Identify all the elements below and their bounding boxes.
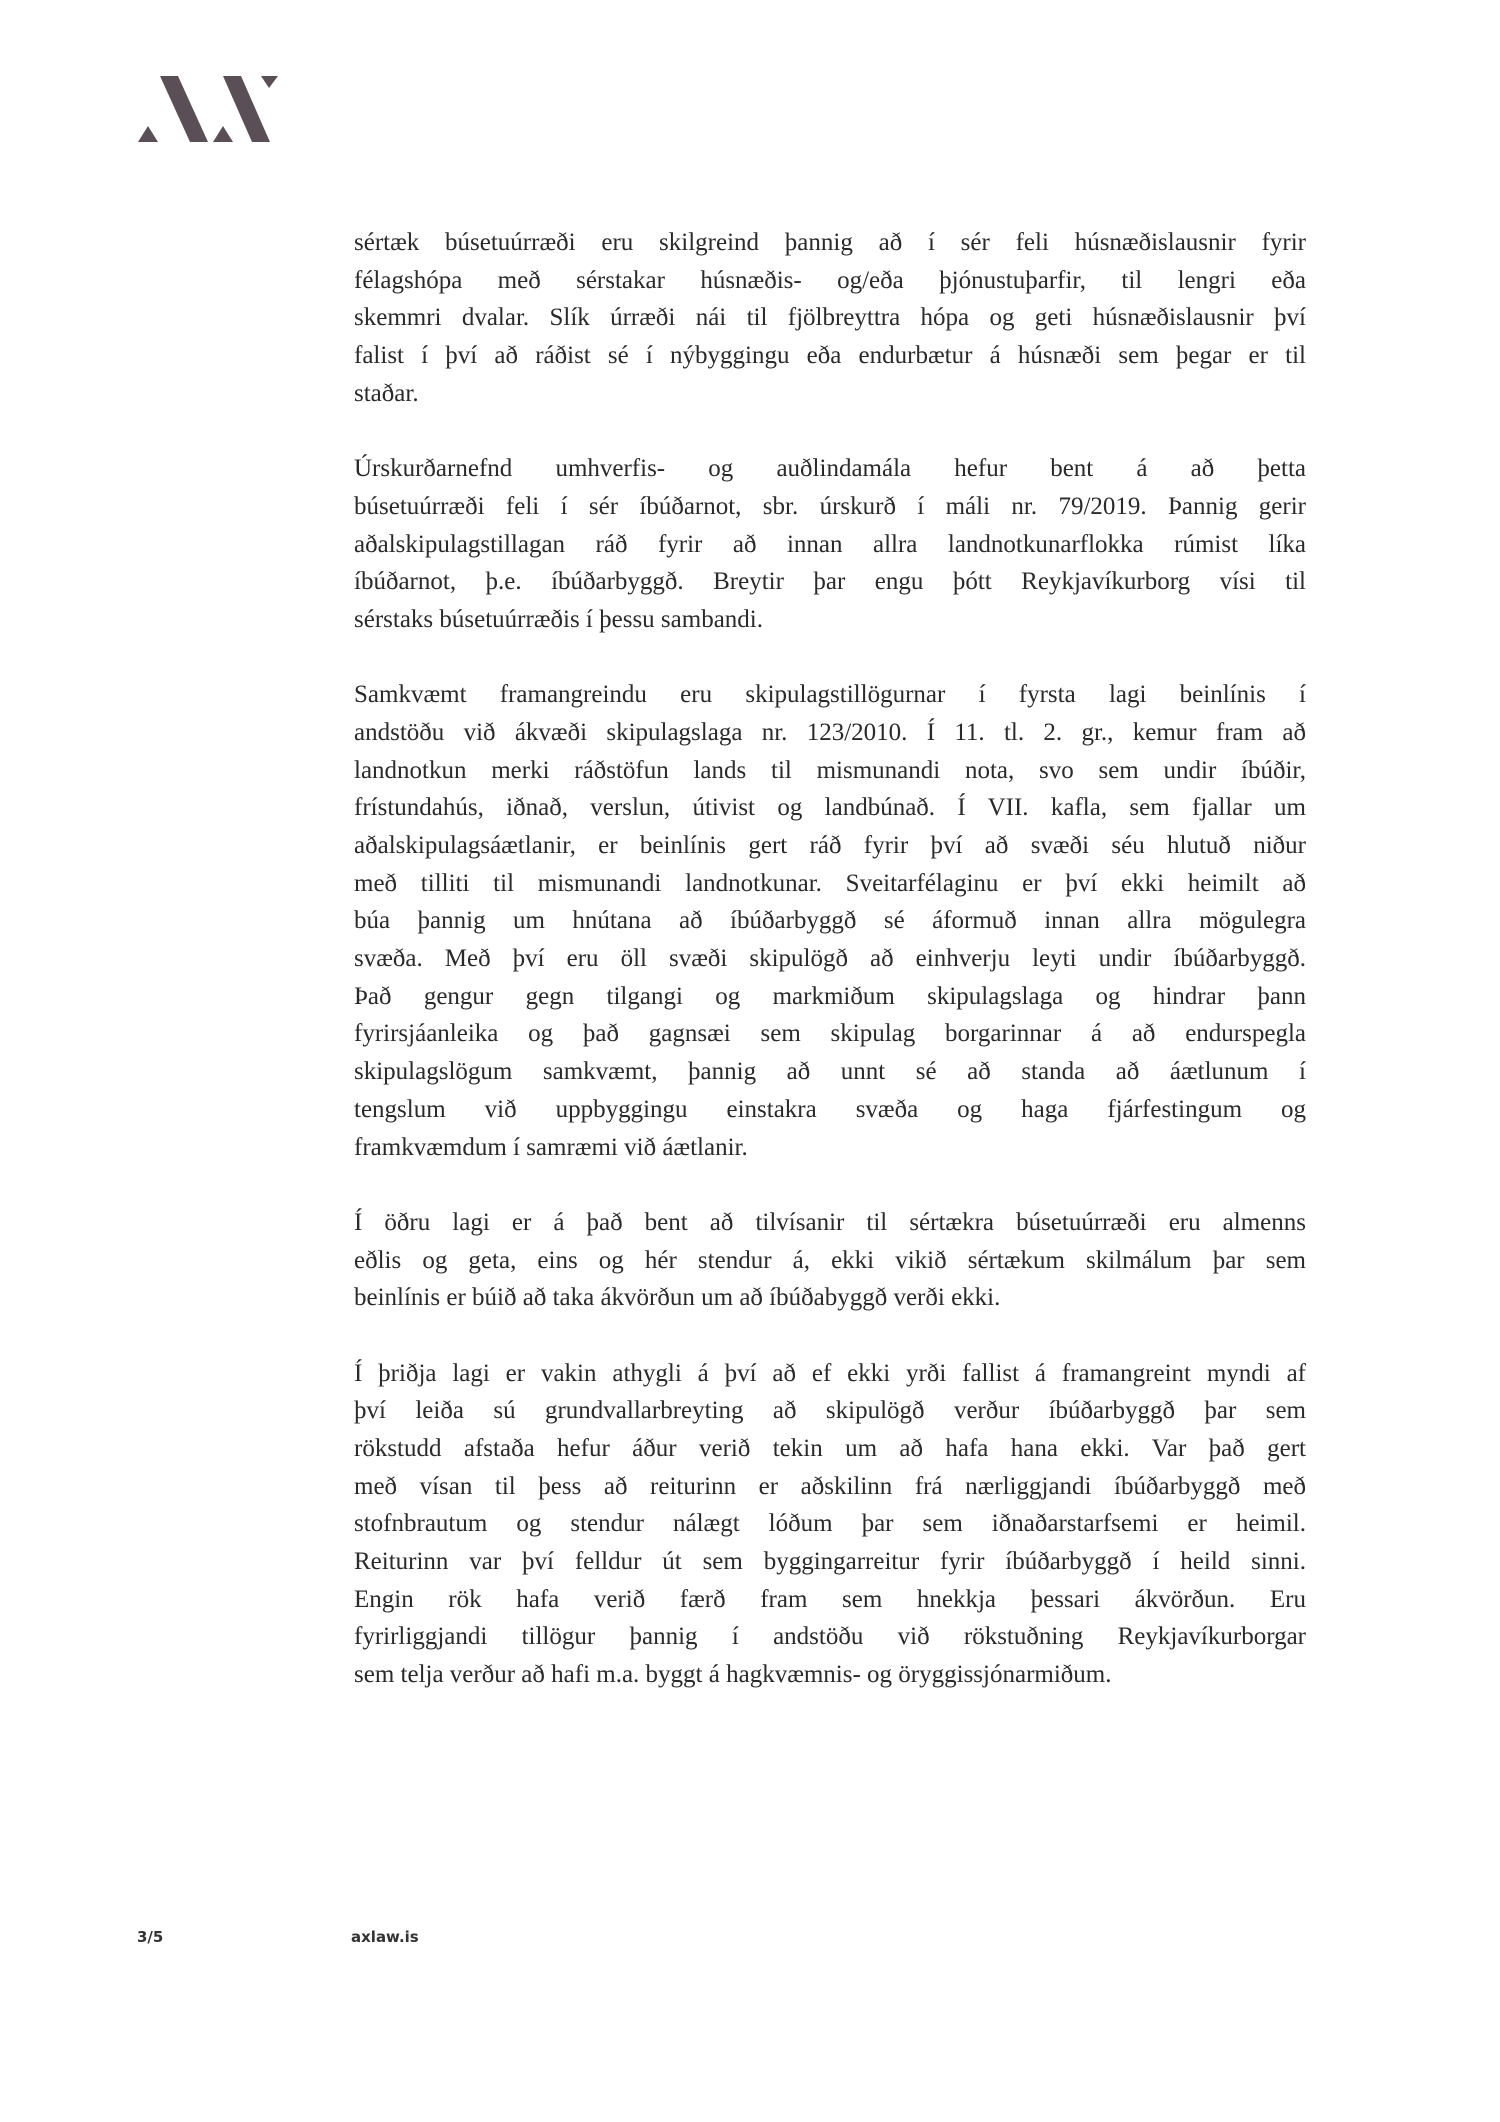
paragraph <box>354 1204 1306 1317</box>
text-line: Reiturinn var því felldur út sem byggingarreitur fyrir íbúðarbyggð í heild sinni. <box>354 1548 1306 1576</box>
paragraph <box>354 224 1306 412</box>
text-line: Úrskurðarnefnd umhverfis- og auðlindamála hefur bent á að þetta <box>354 455 1306 483</box>
text-line: búsetuúrræði feli í sér íbúðarnot, sbr. úrskurð í máli nr. 79/2019. Þannig gerir <box>354 492 1306 520</box>
text-line: skipulagslögum samkvæmt, þannig að unnt sé að standa að áætlunum í <box>354 1058 1306 1086</box>
text-line: Í þriðja lagi er vakin athygli á því að ef ekki yrði fallist á framangreint myndi af <box>354 1359 1306 1387</box>
text-line: sem telja verður að hafi m.a. byggt á hagkvæmnis- og öryggissjónarmiðum. <box>354 1661 1112 1689</box>
text-line: tengslum við uppbyggingu einstakra svæða og haga fjárfestingum og <box>354 1095 1306 1123</box>
paragraph <box>354 676 1306 1166</box>
text-line: fyrirliggjandi tillögur þannig í andstöðu við rökstuðning Reykjavíkurborgar <box>354 1623 1306 1651</box>
text-line: beinlínis er búið að taka ákvörðun um að íbúðabyggð verði ekki. <box>354 1284 1001 1312</box>
text-line: Í öðru lagi er á það bent að tilvísanir til sértækra búsetuúrræði eru almenns <box>354 1208 1306 1236</box>
text-line: skemmri dvalar. Slík úrræði nái til fjölbreyttra hópa og geti húsnæðislausnir því <box>354 304 1306 332</box>
text-line: aðalskipulagstillagan ráð fyrir að innan allra landnotkunarflokka rúmist líka <box>354 530 1306 558</box>
text-line: Það gengur gegn tilgangi og markmiðum skipulagslaga og hindrar þann <box>354 982 1306 1010</box>
website-link[interactable]: axlaw.is <box>351 1928 419 1946</box>
text-line: stofnbrautum og stendur nálægt lóðum þar sem iðnaðarstarfsemi er heimil. <box>354 1510 1306 1538</box>
text-line: íbúðarnot, þ.e. íbúðarbyggð. Breytir þar engu þótt Reykjavíkurborg vísi til <box>354 568 1306 596</box>
text-line: með vísan til þess að reiturinn er aðskilinn frá nærliggjandi íbúðarbyggð með <box>354 1472 1306 1500</box>
text-line: með tilliti til mismunandi landnotkunar. Sveitarfélaginu er því ekki heimilt að <box>354 869 1306 897</box>
paragraph <box>354 450 1306 638</box>
text-line: Engin rök hafa verið færð fram sem hnekkja þessari ákvörðun. Eru <box>354 1585 1306 1613</box>
text-line: félagshópa með sérstakar húsnæðis- og/eða þjónustuþarfir, til lengri eða <box>354 266 1306 294</box>
text-line: framkvæmdum í samræmi við áætlanir. <box>354 1133 748 1161</box>
text-line: sérstaks búsetuúrræðis í þessu sambandi. <box>354 605 763 633</box>
text-line: því leiða sú grundvallarbreyting að skipulögð verður íbúðarbyggð þar sem <box>354 1397 1306 1425</box>
text-line: eðlis og geta, eins og hér stendur á, ekki vikið sértækum skilmálum þar sem <box>354 1246 1306 1274</box>
text-line: rökstudd afstaða hefur áður verið tekin um að hafa hana ekki. Var það gert <box>354 1435 1306 1462</box>
text-line: svæða. Með því eru öll svæði skipulögð að einhverju leyti undir íbúðarbyggð. <box>354 945 1306 973</box>
page-number: 3/5 <box>137 1928 164 1946</box>
text-line: frístundahús, iðnað, verslun, útivist og landbúnað. Í VII. kafla, sem fjallar um <box>354 794 1306 822</box>
text-line: búa þannig um hnútana að íbúðarbyggð sé áformuð innan allra mögulegra <box>354 907 1306 935</box>
text-line: landnotkun merki ráðstöfun lands til mismunandi nota, svo sem undir íbúðir, <box>354 756 1306 784</box>
text-line: falist í því að ráðist sé í nýbyggingu eða endurbætur á húsnæði sem þegar er til <box>354 342 1306 370</box>
text-line: sértæk búsetuúrræði eru skilgreind þannig að í sér feli húsnæðislausnir fyrir <box>354 229 1306 256</box>
text-line: staðar. <box>354 379 419 407</box>
text-line: aðalskipulagsáætlanir, er beinlínis gert ráð fyrir því að svæði séu hlutuð niður <box>354 832 1306 859</box>
text-line: Samkvæmt framangreindu eru skipulagstillögurnar í fyrsta lagi beinlínis í <box>354 681 1306 709</box>
paragraph <box>354 1355 1306 1694</box>
document-body <box>354 224 1306 1732</box>
ax-law-logo-icon <box>138 76 278 144</box>
text-line: andstöðu við ákvæði skipulagslaga nr. 123/2010. Í 11. tl. 2. gr., kemur fram að <box>354 718 1306 746</box>
text-line: fyrirsjáanleika og það gagnsæi sem skipulag borgarinnar á að endurspegla <box>354 1020 1306 1048</box>
